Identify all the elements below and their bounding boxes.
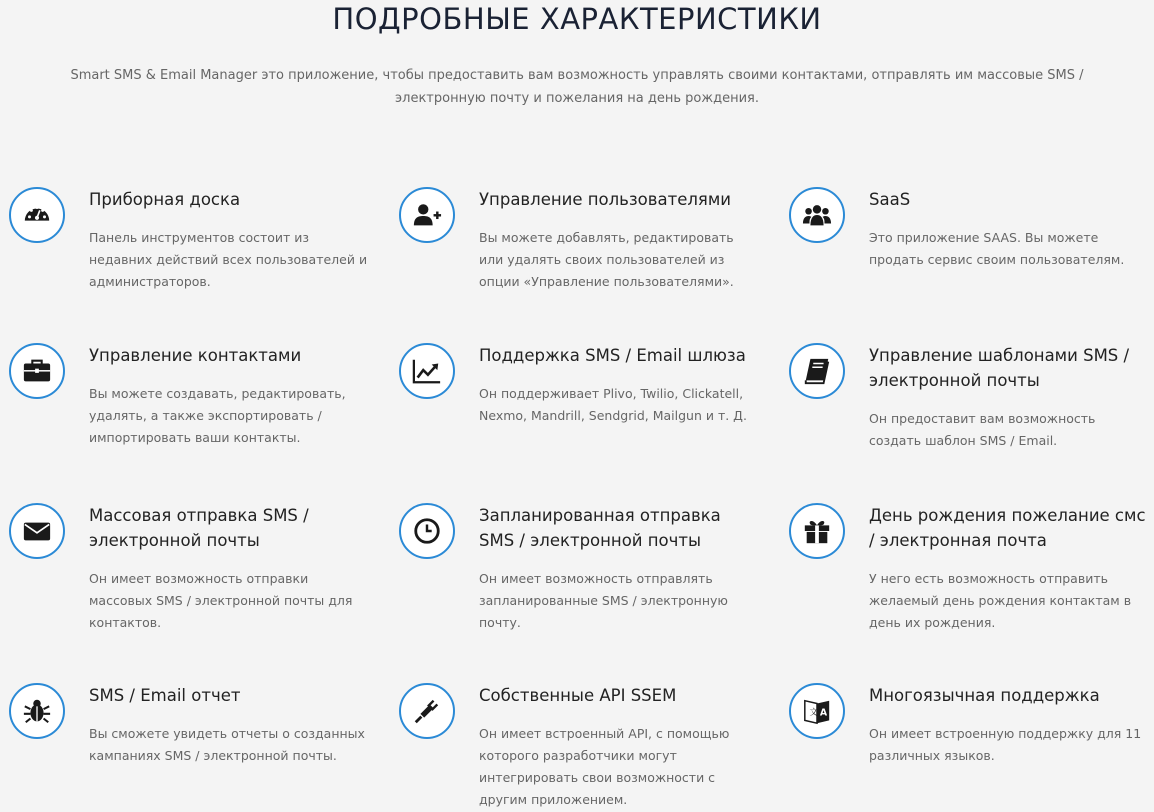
feature-title: Управление пользователями <box>479 190 732 209</box>
feature-title: SMS / Email отчет <box>89 686 241 705</box>
feature-description: Он имеет возможность отправлять запланированные SMS / электронную почту. <box>479 571 728 630</box>
svg-text:A: A <box>819 707 828 719</box>
feature-title: Массовая отправка SMS / электронной почты <box>89 506 309 550</box>
feature-description: Вы можете добавлять, редактировать или удалять своих пользователей из опции «Управление пользователями». <box>479 230 734 289</box>
feature-description: Он поддерживает Plivo, Twilio, Clickatell, Nexmo, Mandrill, Sendgrid, Mailgun и т. Д. <box>479 386 747 423</box>
feature-title: Многоязычная поддержка <box>869 686 1100 705</box>
feature-title: Управление шаблонами SMS / электронной почты <box>869 346 1130 390</box>
feature-title: День рождения пожелание смс / электронная почта <box>869 506 1146 550</box>
book-icon <box>789 343 845 399</box>
dashboard-icon <box>9 187 65 243</box>
page-subtitle: Smart SMS & Email Manager это приложение, чтобы предоставить вам возможность управлять своими контактами, отправлять им массовые SMS / электронную почту и пожелания на день рождения. <box>70 68 1084 106</box>
feature-title: Приборная доска <box>89 190 241 209</box>
feature-description: Вы можете создавать, редактировать, удалять, а также экспортировать / импортировать ваши контакты. <box>89 386 346 445</box>
clock-icon <box>399 503 455 559</box>
feature-description: Это приложение SAAS. Вы можете продать сервис своим пользователям. <box>869 230 1125 267</box>
gift-icon <box>789 503 845 559</box>
feature-title: Запланированная отправка SMS / электронной почты <box>479 506 721 550</box>
briefcase-icon <box>9 343 65 399</box>
feature-description: Он предоставит вам возможность создать шаблон SMS / Email. <box>869 411 1096 448</box>
feature-title: Собственные API SSEM <box>479 686 677 705</box>
envelope-icon <box>9 503 65 559</box>
users-icon <box>789 187 845 243</box>
feature-title: Управление контактами <box>89 346 302 365</box>
feature-description: Он имеет встроенный API, с помощью которого разработчики могут интегрировать свои возможности с другим приложением. <box>479 726 730 807</box>
feature-title: Поддержка SMS / Email шлюза <box>479 346 746 365</box>
plug-icon <box>399 683 455 739</box>
line-chart-icon <box>399 343 455 399</box>
feature-description: Он имеет возможность отправки массовых SMS / электронной почты для контактов. <box>89 571 353 630</box>
language-icon <box>789 683 845 739</box>
svg-text:文: 文 <box>809 706 818 717</box>
bug-icon <box>9 683 65 739</box>
feature-description: Вы сможете увидеть отчеты о созданных кампаниях SMS / электронной почты. <box>89 726 365 763</box>
feature-description: Панель инструментов состоит из недавних действий всех пользователей и администраторов. <box>89 230 368 289</box>
user-plus-icon <box>399 187 455 243</box>
feature-title: SaaS <box>869 190 911 209</box>
page-title: ПОДРОБНЫЕ ХАРАКТЕРИСТИКИ <box>332 2 822 36</box>
feature-description: У него есть возможность отправить желаемый день рождения контактам в день их рождения. <box>869 571 1132 630</box>
feature-description: Он имеет встроенную поддержку для 11 различных языков. <box>869 726 1142 763</box>
